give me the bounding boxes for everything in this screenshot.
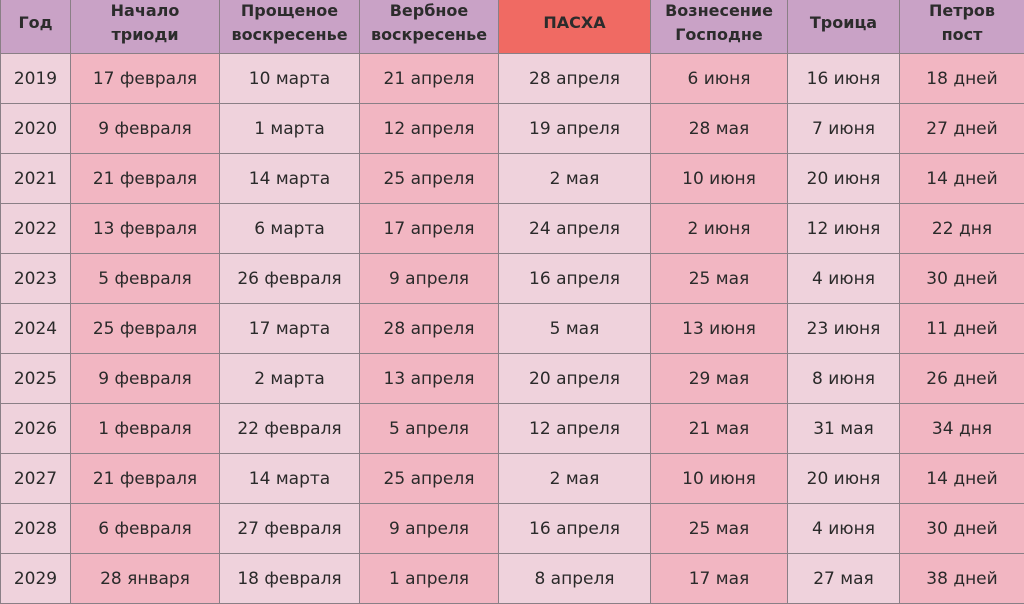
cell-palm-sunday: 17 апреля: [360, 204, 499, 254]
header-palm-sunday-line2: воскресенье: [360, 23, 498, 47]
header-year-label: Год: [1, 11, 70, 35]
cell-trinity: 12 июня: [788, 204, 900, 254]
table-row: [1, 104, 1024, 154]
cell-peters-fast: 14 дней: [900, 454, 1024, 504]
cell-triodion-start: 25 февраля: [71, 304, 220, 354]
cell-trinity: 16 июня: [788, 54, 900, 104]
cell-ascension: 25 мая: [651, 254, 788, 304]
cell-ascension: 10 июня: [651, 154, 788, 204]
cell-forgiveness-sunday: 10 марта: [220, 54, 360, 104]
cell-ascension: 29 мая: [651, 354, 788, 404]
cell-year: 2028: [1, 504, 71, 554]
cell-ascension: 10 июня: [651, 454, 788, 504]
cell-peters-fast: 26 дней: [900, 354, 1024, 404]
header-palm-sunday: [360, 0, 499, 54]
header-peters-fast-line1: Петров: [900, 0, 1024, 23]
cell-peters-fast: 34 дня: [900, 404, 1024, 454]
cell-ascension: 13 июня: [651, 304, 788, 354]
cell-easter: 28 апреля: [499, 54, 651, 104]
cell-trinity: 20 июня: [788, 454, 900, 504]
table-row: [1, 304, 1024, 354]
cell-triodion-start: 9 февраля: [71, 104, 220, 154]
header-triodion-start: [71, 0, 220, 54]
table-row: [1, 54, 1024, 104]
header-triodion-start-line1: Начало: [71, 0, 219, 23]
table-row: [1, 154, 1024, 204]
cell-palm-sunday: 25 апреля: [360, 154, 499, 204]
cell-triodion-start: 9 февраля: [71, 354, 220, 404]
cell-forgiveness-sunday: 17 марта: [220, 304, 360, 354]
cell-peters-fast: 27 дней: [900, 104, 1024, 154]
cell-ascension: 6 июня: [651, 54, 788, 104]
cell-palm-sunday: 12 апреля: [360, 104, 499, 154]
table-row: [1, 554, 1024, 604]
cell-year: 2027: [1, 454, 71, 504]
table-row: [1, 254, 1024, 304]
cell-trinity: 7 июня: [788, 104, 900, 154]
cell-palm-sunday: 1 апреля: [360, 554, 499, 604]
cell-ascension: 17 мая: [651, 554, 788, 604]
cell-easter: 16 апреля: [499, 254, 651, 304]
cell-peters-fast: 30 дней: [900, 504, 1024, 554]
cell-year: 2022: [1, 204, 71, 254]
cell-palm-sunday: 9 апреля: [360, 254, 499, 304]
cell-forgiveness-sunday: 1 марта: [220, 104, 360, 154]
cell-palm-sunday: 5 апреля: [360, 404, 499, 454]
cell-forgiveness-sunday: 18 февраля: [220, 554, 360, 604]
table-row: [1, 354, 1024, 404]
cell-year: 2024: [1, 304, 71, 354]
cell-easter: 5 мая: [499, 304, 651, 354]
cell-easter: 19 апреля: [499, 104, 651, 154]
cell-forgiveness-sunday: 27 февраля: [220, 504, 360, 554]
cell-easter: 16 апреля: [499, 504, 651, 554]
header-trinity-label: Троица: [788, 11, 899, 35]
table-row: [1, 504, 1024, 554]
header-trinity: [788, 0, 900, 54]
cell-year: 2019: [1, 54, 71, 104]
cell-palm-sunday: 25 апреля: [360, 454, 499, 504]
header-ascension-line1: Вознесение: [651, 0, 787, 23]
header-easter: [499, 0, 651, 54]
cell-year: 2023: [1, 254, 71, 304]
cell-year: 2021: [1, 154, 71, 204]
cell-easter: 12 апреля: [499, 404, 651, 454]
cell-trinity: 4 июня: [788, 504, 900, 554]
cell-forgiveness-sunday: 22 февраля: [220, 404, 360, 454]
cell-peters-fast: 11 дней: [900, 304, 1024, 354]
cell-easter: 20 апреля: [499, 354, 651, 404]
cell-ascension: 2 июня: [651, 204, 788, 254]
cell-triodion-start: 13 февраля: [71, 204, 220, 254]
cell-trinity: 20 июня: [788, 154, 900, 204]
cell-forgiveness-sunday: 14 марта: [220, 154, 360, 204]
cell-year: 2026: [1, 404, 71, 454]
cell-palm-sunday: 21 апреля: [360, 54, 499, 104]
cell-forgiveness-sunday: 6 марта: [220, 204, 360, 254]
cell-forgiveness-sunday: 2 марта: [220, 354, 360, 404]
cell-ascension: 21 мая: [651, 404, 788, 454]
table-header-row: [1, 0, 1024, 54]
header-ascension-line2: Господне: [651, 23, 787, 47]
cell-easter: 24 апреля: [499, 204, 651, 254]
cell-year: 2020: [1, 104, 71, 154]
cell-triodion-start: 6 февраля: [71, 504, 220, 554]
header-forgiveness-sunday-line1: Прощеное: [220, 0, 359, 23]
cell-year: 2025: [1, 354, 71, 404]
cell-triodion-start: 5 февраля: [71, 254, 220, 304]
header-forgiveness-sunday-line2: воскресенье: [220, 23, 359, 47]
cell-forgiveness-sunday: 14 марта: [220, 454, 360, 504]
cell-forgiveness-sunday: 26 февраля: [220, 254, 360, 304]
cell-peters-fast: 18 дней: [900, 54, 1024, 104]
header-easter-label: ПАСХА: [499, 11, 650, 35]
cell-trinity: 8 июня: [788, 354, 900, 404]
cell-peters-fast: 22 дня: [900, 204, 1024, 254]
table-row: [1, 404, 1024, 454]
table-row: [1, 204, 1024, 254]
cell-palm-sunday: 9 апреля: [360, 504, 499, 554]
cell-ascension: 25 мая: [651, 504, 788, 554]
cell-ascension: 28 мая: [651, 104, 788, 154]
cell-trinity: 27 мая: [788, 554, 900, 604]
header-peters-fast-line2: пост: [900, 23, 1024, 47]
cell-easter: 2 мая: [499, 154, 651, 204]
cell-triodion-start: 17 февраля: [71, 54, 220, 104]
cell-easter: 2 мая: [499, 454, 651, 504]
table-body: [1, 54, 1024, 604]
header-year: [1, 0, 71, 54]
cell-triodion-start: 1 февраля: [71, 404, 220, 454]
cell-peters-fast: 14 дней: [900, 154, 1024, 204]
cell-triodion-start: 21 февраля: [71, 154, 220, 204]
cell-palm-sunday: 28 апреля: [360, 304, 499, 354]
table-row: [1, 454, 1024, 504]
header-forgiveness-sunday: [220, 0, 360, 54]
cell-palm-sunday: 13 апреля: [360, 354, 499, 404]
cell-triodion-start: 21 февраля: [71, 454, 220, 504]
cell-trinity: 4 июня: [788, 254, 900, 304]
cell-trinity: 31 мая: [788, 404, 900, 454]
header-palm-sunday-line1: Вербное: [360, 0, 498, 23]
cell-triodion-start: 28 января: [71, 554, 220, 604]
cell-peters-fast: 38 дней: [900, 554, 1024, 604]
cell-peters-fast: 30 дней: [900, 254, 1024, 304]
cell-year: 2029: [1, 554, 71, 604]
header-triodion-start-line2: триоди: [71, 23, 219, 47]
cell-easter: 8 апреля: [499, 554, 651, 604]
header-ascension: [651, 0, 788, 54]
cell-trinity: 23 июня: [788, 304, 900, 354]
header-peters-fast: [900, 0, 1024, 54]
